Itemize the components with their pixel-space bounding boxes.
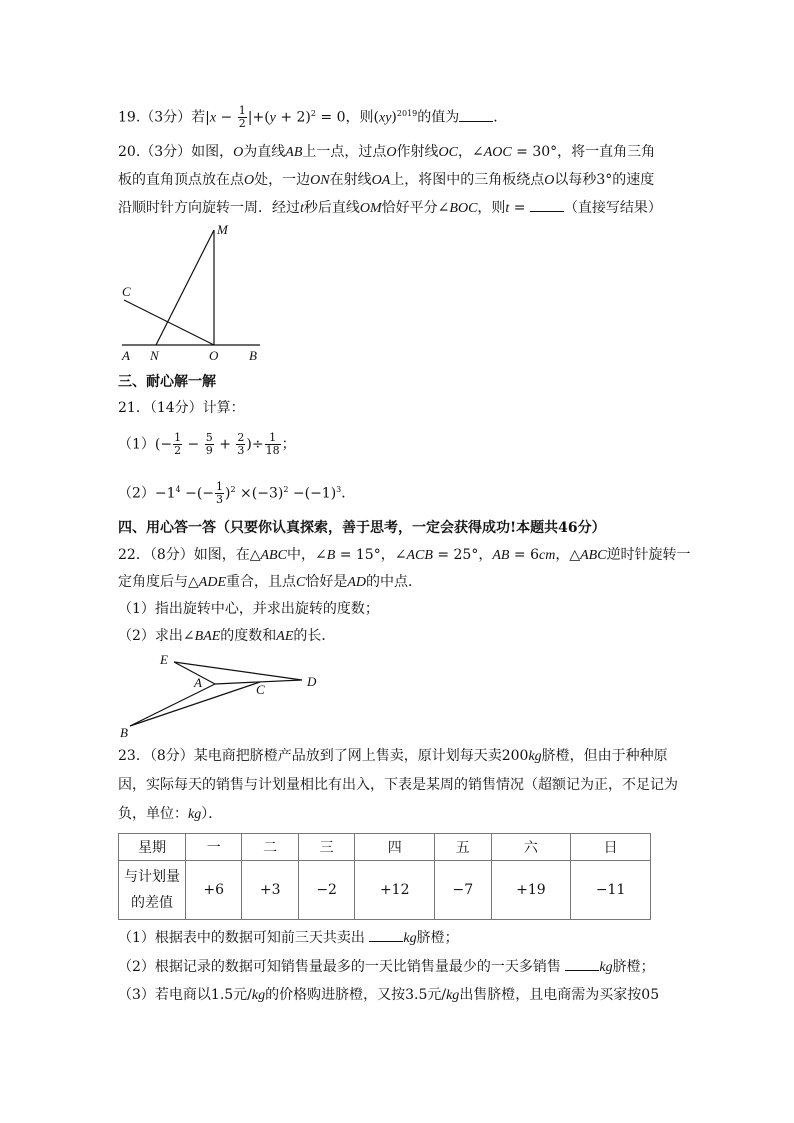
q21-part2: $(2)-1^4$ −(− $\frac{1}{3}$ )$^2 \times(-3)^2 -(-1)^3$． xyxy=(118,480,356,507)
table-cell-day: 二 xyxy=(242,834,298,861)
label-D: D xyxy=(307,674,317,689)
table-cell-value: +6 xyxy=(186,861,242,920)
q23-sub3: （3）若电商以1.5元/kg的价格购进脐橙，又按3.5元/kg出售脐橙，且电商需为买家按05 xyxy=(118,987,660,1003)
q23-line1: 23．（8分）某电商把脐橙产品放到了网上售卖，原计划每天卖200kg脐橙，但由于种种原 xyxy=(118,748,668,764)
q23-sub2: （2）根据记录的数据可知销售量最多的一天比销售量最少的一天多销售 kg脐橙； xyxy=(118,956,655,978)
label-M: M xyxy=(217,222,228,237)
ray-OC xyxy=(124,300,214,345)
label-A: A xyxy=(194,675,202,690)
answer-blank[interactable] xyxy=(530,197,564,212)
q19-fraction: $\frac{1}{2}$ xyxy=(238,104,246,131)
table-cell-day: 四 xyxy=(355,834,435,861)
section-4-heading: 四、用心答一答（只要你认真探索，善于思考，一定会获得成功!本题共46分） xyxy=(118,520,606,536)
label-N: N xyxy=(150,348,159,363)
q22-line2: 定角度后与△ADE重合，且点C恰好是AD的中点． xyxy=(118,574,423,590)
segment-NM xyxy=(156,230,214,345)
table-cell-value: −7 xyxy=(435,861,491,920)
label-O: O xyxy=(209,348,219,363)
table-cell-value: −11 xyxy=(571,861,651,920)
label-C: C xyxy=(256,682,265,697)
q20-line3: 沿顺时针方向旋转一周．经过t秒后直线OM恰好平分∠BOC，则t = （直接写结果） xyxy=(118,197,662,219)
table-header-difference: 与计划量 的差值 xyxy=(119,861,186,920)
label-B: B xyxy=(249,348,257,363)
answer-blank[interactable] xyxy=(369,927,403,942)
q22-line1: 22．（8分）如图，在△ABC中，∠B = 15°，∠ACB = 25°，AB = 6cm，△ABC逆时针旋转一 xyxy=(118,547,691,563)
q20-figure xyxy=(112,220,272,365)
table-cell-day: 一 xyxy=(186,834,242,861)
answer-blank[interactable] xyxy=(565,956,599,971)
q19-text: 19.（3分）若|x − $\frac{1}{2}$ $|+(y + 2)^2 = 0$，则(xy)$^{2019}$的值为 . xyxy=(118,104,498,131)
q23-sub1: （1）根据表中的数据可知前三天共卖出 kg脐橙； xyxy=(118,927,459,949)
section-3-heading: 三、耐心解一解 xyxy=(118,374,216,390)
q22-figure xyxy=(112,648,327,740)
label-C: C xyxy=(122,284,131,299)
q21-part1: （1）(− $\frac{1}{2}$ − $\frac{5}{9}$ + $\frac{2}{3}$ )÷ $\frac{1}{18}$ ； xyxy=(118,431,296,457)
table-header-weekday: 星期 xyxy=(119,834,186,861)
table-cell-day: 五 xyxy=(435,834,491,861)
sales-table xyxy=(118,833,651,920)
table-cell-day: 三 xyxy=(298,834,354,861)
q23-line2: 因，实际每天的销售与计划量相比有出入，下表是某周的销售情况（超额记为正，不足记为 xyxy=(118,777,678,793)
table-cell-day: 日 xyxy=(571,834,651,861)
label-E: E xyxy=(160,652,168,667)
table-cell-value: +19 xyxy=(491,861,571,920)
table-cell-value: +12 xyxy=(355,861,435,920)
label-A: A xyxy=(122,348,130,363)
answer-blank[interactable] xyxy=(459,107,493,122)
table-row xyxy=(119,861,651,920)
q22-sub1: （1）指出旋转中心，并求出旋转的度数； xyxy=(118,601,379,617)
q20-line2: 板的直角顶点放在点O处，一边ON在射线OA上，将图中的三角板绕点O以每秒3°的速度 xyxy=(118,172,655,188)
q20-line1: 20.（3分）如图，O为直线AB上一点，过点O作射线OC，∠AOC = 30°，将一直角三角 xyxy=(118,144,656,160)
table-header-row xyxy=(119,834,651,861)
label-B: B xyxy=(120,725,128,740)
table-cell-value: +3 xyxy=(242,861,298,920)
q23-line3: 负，单位：kg）． xyxy=(118,806,223,822)
table-cell-value: −2 xyxy=(298,861,354,920)
segment-BA xyxy=(130,684,215,726)
q22-sub2: （2）求出∠BAE的度数和AE的长． xyxy=(118,628,336,644)
q21-heading: 21．（14分）计算： xyxy=(118,400,245,416)
table-cell-day: 六 xyxy=(491,834,571,861)
q19-lead: 19.（3分）若 xyxy=(118,109,206,126)
